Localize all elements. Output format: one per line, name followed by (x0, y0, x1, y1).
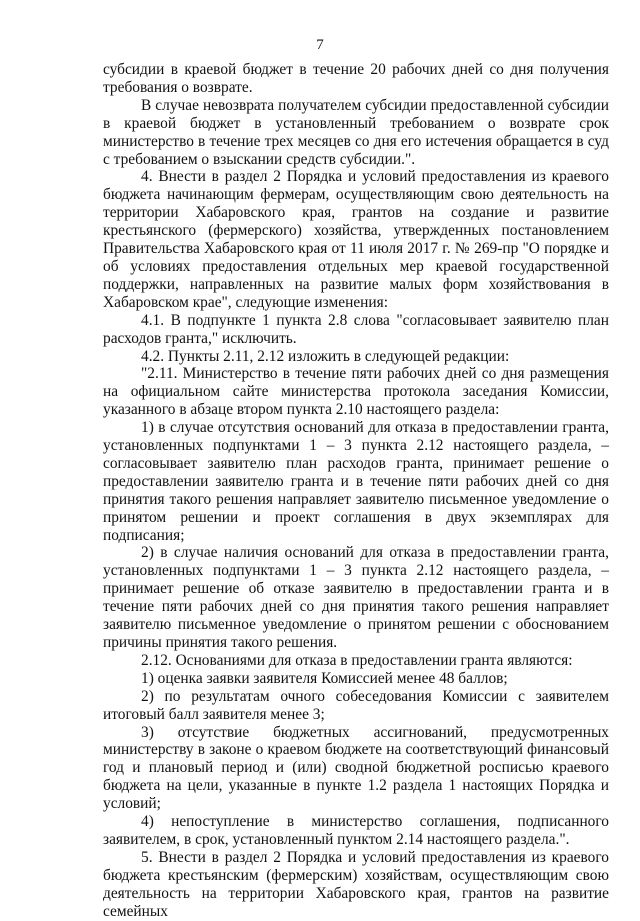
paragraph-5: 4.2. Пункты 2.11, 2.12 изложить в следующей редакции: (141, 347, 510, 365)
paragraph-11: 2) по результатам очного собеседования Комиссии с заявителем итоговый балл заявителя менее 3; (103, 687, 609, 723)
paragraph-9: 2.12. Основаниями для отказа в предоставлении гранта являются: (141, 651, 573, 669)
paragraph-4: 4.1. В подпункте 1 пункта 2.8 слова "согласовывает заявителю план расходов гранта," исключить. (103, 311, 609, 347)
document-body (103, 61, 609, 921)
paragraph-8: 2) в случае наличия оснований для отказа в предоставлении гранта, установленных подпунктами 1 – 3 пункта 2.12 настоящего раздела, – принимает решение об отказе заявителю в предоставлении гранта и в течение пяти рабочих дней со дня принятия такого решения направляет заявителю письменное уведомление о принятом решении с обоснованием причины принятия такого решения. (103, 544, 609, 651)
paragraph-7: 1) в случае отсутствия оснований для отказа в предоставлении гранта, установленных подпунктами 1 – 3 пункта 2.12 настоящего раздела, – согласовывает заявителю план расходов гранта, принимает решение о предоставлении заявителю гранта и в течение пяти рабочих дней со дня принятия такого решения направляет заявителю письменное уведомление о принятом решении и проект соглашения в двух экземплярах для подписания; (103, 419, 609, 544)
paragraph-3: 4. Внести в раздел 2 Порядка и условий предоставления из краевого бюджета начинающим фермерам, осуществляющим свою деятельность на территории Хабаровского края, грантов на создание и развитие крестьянского (фермерского) хозяйства, утвержденных постановлением Правительства Хабаровского края от 11 июля 2017 г. № 269-пр "О порядке и об условиях предоставления отдельных мер краевой государственной поддержки, направленных на развитие малых форм хозяйствования в Хабаровском крае", следующие изменения: (103, 168, 609, 311)
paragraph-1: субсидии в краевой бюджет в течение 20 рабочих дней со дня получения требования о возврате. (103, 61, 609, 96)
paragraph-12: 3) отсутствие бюджетных ассигнований, предусмотренных министерству в законе о краевом бюджете на соответствующий финансовый год и плановый период и (или) сводной бюджетной росписью краевого бюджета на цели, указанные в пункте 1.2 раздела 1 настоящих Порядка и условий; (103, 723, 609, 813)
paragraph-14: 5. Внести в раздел 2 Порядка и условий предоставления из краевого бюджета крестьянским (фермерским) хозяйствам, осуществляющим свою деятельность на территории Хабаровского края, грантов на развитие семейных (103, 848, 609, 920)
paragraph-13: 4) непоступление в министерство соглашения, подписанного заявителем, в срок, установленный пунктом 2.14 настоящего раздела.". (103, 813, 609, 848)
paragraph-10: 1) оценка заявки заявителя Комиссией менее 48 баллов; (141, 669, 508, 687)
page-number: 7 (316, 37, 324, 53)
paragraph-2: В случае невозврата получателем субсидии предоставленной субсидии в краевой бюджет в установленный требованием о возврате срок министерство в течение трех месяцев со дня его истечения обращается в суд с требованием о взыскании средств субсидии.". (103, 96, 609, 168)
paragraph-6: "2.11. Министерство в течение пяти рабочих дней со дня размещения на официальном сайте министерства протокола заседания Комиссии, указанного в абзаце втором пункта 2.10 настоящего раздела: (103, 365, 609, 419)
